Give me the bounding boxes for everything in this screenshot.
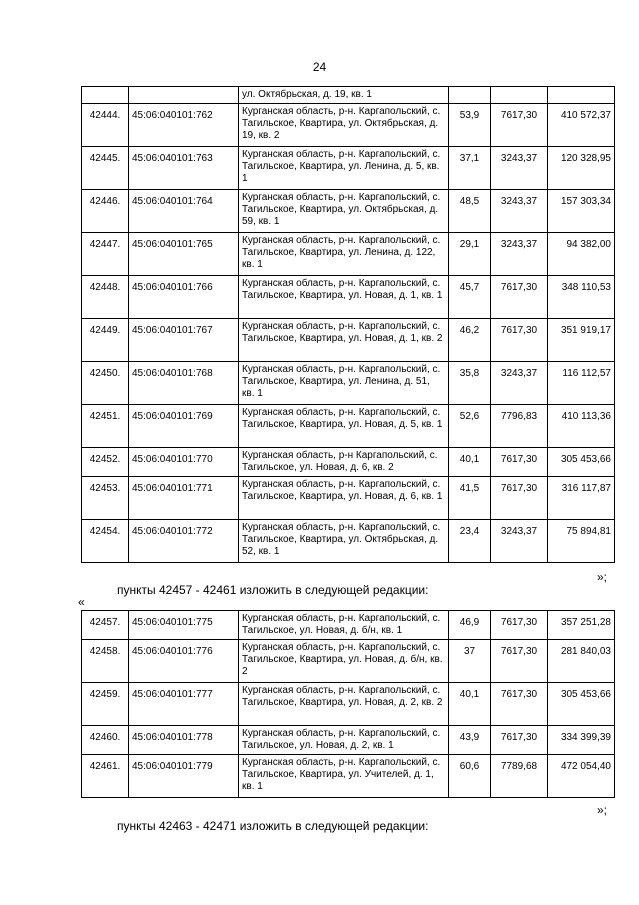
- area-cell: 45,7: [449, 276, 491, 319]
- cadastral-number-cell: 45:06:040101:762: [129, 104, 239, 147]
- area-cell: 48,5: [449, 190, 491, 233]
- address-cell: Курганская область, р-н. Каргапольский, с. Тагильское, Квартира, ул. Новая, д. 1, кв. 2: [239, 319, 449, 362]
- unit-price-cell: 7617,30: [491, 276, 548, 319]
- row-number-cell: 42450.: [82, 362, 129, 405]
- area-cell: 53,9: [449, 104, 491, 147]
- address-cell: Курганская область, р-н Каргапольский, с. Тагильское, ул. Новая, д. 6, кв. 2: [239, 448, 449, 477]
- row-number-cell: 42452.: [82, 448, 129, 477]
- cadastral-value-cell: 75 894,81: [548, 520, 615, 563]
- unit-price-cell: [491, 87, 548, 104]
- table-row: [82, 87, 615, 104]
- address-cell: Курганская область, р-н. Каргапольский, с. Тагильское, Квартира, ул. Октябрьская, д. 59, кв. 1: [239, 190, 449, 233]
- amendment-paragraph-1: пункты 42457 - 42461 изложить в следующей редакции:: [117, 583, 429, 597]
- address-cell: Курганская область, р-н. Каргапольский, с. Тагильское, Квартира, ул. Октябрьская, д. 52, кв. 1: [239, 520, 449, 563]
- address-cell: Курганская область, р-н. Каргапольский, с. Тагильское, Квартира, ул. Ленина, д. 122, кв. 1: [239, 233, 449, 276]
- cadastral-value-cell: 334 399,39: [548, 726, 615, 755]
- row-number-cell: 42461.: [82, 755, 129, 798]
- row-number-cell: 42445.: [82, 147, 129, 190]
- row-number-cell: 42444.: [82, 104, 129, 147]
- area-cell: [449, 87, 491, 104]
- table-row: [82, 640, 615, 683]
- area-cell: 37,1: [449, 147, 491, 190]
- address-cell: Курганская область, р-н. Каргапольский, с. Тагильское, Квартира, ул. Октябрьская, д. 19, кв. 2: [239, 104, 449, 147]
- table-row: [82, 319, 615, 362]
- cadastral-number-cell: 45:06:040101:776: [129, 640, 239, 683]
- cadastral-value-cell: 348 110,53: [548, 276, 615, 319]
- unit-price-cell: 7617,30: [491, 104, 548, 147]
- cadastral-value-cell: 281 840,03: [548, 640, 615, 683]
- cadastral-number-cell: [129, 87, 239, 104]
- area-cell: 52,6: [449, 405, 491, 448]
- cadastral-value-cell: 305 453,66: [548, 683, 615, 726]
- area-cell: 35,8: [449, 362, 491, 405]
- cadastral-number-cell: 45:06:040101:770: [129, 448, 239, 477]
- row-number-cell: 42447.: [82, 233, 129, 276]
- cadastral-number-cell: 45:06:040101:767: [129, 319, 239, 362]
- area-cell: 41,5: [449, 477, 491, 520]
- cadastral-number-cell: 45:06:040101:771: [129, 477, 239, 520]
- table-row: [82, 104, 615, 147]
- unit-price-cell: 7617,30: [491, 477, 548, 520]
- amendment-paragraph-2: пункты 42463 - 42471 изложить в следующей редакции:: [117, 819, 429, 833]
- address-cell: Курганская область, р-н. Каргапольский, с. Тагильское, ул. Новая, д. 2, кв. 1: [239, 726, 449, 755]
- unit-price-cell: 3243,37: [491, 190, 548, 233]
- closing-quote-1: »;: [597, 570, 608, 584]
- address-cell: ул. Октябрьская, д. 19, кв. 1: [239, 87, 449, 104]
- cadastral-number-cell: 45:06:040101:775: [129, 611, 239, 640]
- area-cell: 60,6: [449, 755, 491, 798]
- property-table-1: [81, 86, 615, 563]
- cadastral-value-cell: 410 113,36: [548, 405, 615, 448]
- row-number-cell: 42457.: [82, 611, 129, 640]
- address-cell: Курганская область, р-н. Каргапольский, с. Тагильское, Квартира, ул. Новая, д. 6, кв. 1: [239, 477, 449, 520]
- area-cell: 46,9: [449, 611, 491, 640]
- unit-price-cell: 7617,30: [491, 640, 548, 683]
- table-row: [82, 190, 615, 233]
- unit-price-cell: 7617,30: [491, 611, 548, 640]
- row-number-cell: 42454.: [82, 520, 129, 563]
- address-cell: Курганская область, р-н. Каргапольский, с. Тагильское, ул. Новая, д. б/н, кв. 1: [239, 611, 449, 640]
- cadastral-value-cell: 120 328,95: [548, 147, 615, 190]
- address-cell: Курганская область, р-н. Каргапольский, с. Тагильское, Квартира, ул. Ленина, д. 51, кв. 1: [239, 362, 449, 405]
- address-cell: Курганская область, р-н. Каргапольский, с. Тагильское, Квартира, ул. Новая, д. 2, кв. 2: [239, 683, 449, 726]
- table-row: [82, 477, 615, 520]
- cadastral-number-cell: 45:06:040101:763: [129, 147, 239, 190]
- cadastral-value-cell: 305 453,66: [548, 448, 615, 477]
- unit-price-cell: 7617,30: [491, 726, 548, 755]
- cadastral-value-cell: 157 303,34: [548, 190, 615, 233]
- cadastral-value-cell: 472 054,40: [548, 755, 615, 798]
- unit-price-cell: 7617,30: [491, 683, 548, 726]
- row-number-cell: 42446.: [82, 190, 129, 233]
- table-row: [82, 755, 615, 798]
- area-cell: 46,2: [449, 319, 491, 362]
- row-number-cell: 42449.: [82, 319, 129, 362]
- unit-price-cell: 7789,68: [491, 755, 548, 798]
- property-table-2: [81, 610, 615, 798]
- row-number-cell: 42448.: [82, 276, 129, 319]
- table-row: [82, 362, 615, 405]
- address-cell: Курганская область, р-н. Каргапольский, с. Тагильское, Квартира, ул. Новая, д. 1, кв. 1: [239, 276, 449, 319]
- unit-price-cell: 3243,37: [491, 233, 548, 276]
- row-number-cell: [82, 87, 129, 104]
- unit-price-cell: 3243,37: [491, 147, 548, 190]
- table-row: [82, 448, 615, 477]
- cadastral-number-cell: 45:06:040101:772: [129, 520, 239, 563]
- table-row: [82, 405, 615, 448]
- closing-quote-2: »;: [597, 803, 608, 817]
- table-row: [82, 233, 615, 276]
- unit-price-cell: 3243,37: [491, 362, 548, 405]
- cadastral-number-cell: 45:06:040101:764: [129, 190, 239, 233]
- table-row: [82, 276, 615, 319]
- cadastral-value-cell: 357 251,28: [548, 611, 615, 640]
- table-row: [82, 611, 615, 640]
- cadastral-number-cell: 45:06:040101:779: [129, 755, 239, 798]
- address-cell: Курганская область, р-н. Каргапольский, с. Тагильское, Квартира, ул. Ленина, д. 5, кв. 1: [239, 147, 449, 190]
- cadastral-value-cell: 116 112,57: [548, 362, 615, 405]
- table-row: [82, 683, 615, 726]
- cadastral-number-cell: 45:06:040101:768: [129, 362, 239, 405]
- unit-price-cell: 7796,83: [491, 405, 548, 448]
- address-cell: Курганская область, р-н. Каргапольский, с. Тагильское, Квартира, ул. Новая, д. 5, кв. 1: [239, 405, 449, 448]
- area-cell: 29,1: [449, 233, 491, 276]
- cadastral-number-cell: 45:06:040101:778: [129, 726, 239, 755]
- area-cell: 40,1: [449, 683, 491, 726]
- area-cell: 40,1: [449, 448, 491, 477]
- row-number-cell: 42451.: [82, 405, 129, 448]
- cadastral-value-cell: 410 572,37: [548, 104, 615, 147]
- unit-price-cell: 7617,30: [491, 319, 548, 362]
- cadastral-number-cell: 45:06:040101:766: [129, 276, 239, 319]
- address-cell: Курганская область, р-н. Каргапольский, с. Тагильское, Квартира, ул. Учителей, д. 1, кв. 1: [239, 755, 449, 798]
- row-number-cell: 42459.: [82, 683, 129, 726]
- cadastral-value-cell: [548, 87, 615, 104]
- cadastral-value-cell: 351 919,17: [548, 319, 615, 362]
- row-number-cell: 42458.: [82, 640, 129, 683]
- table-row: [82, 520, 615, 563]
- area-cell: 43,9: [449, 726, 491, 755]
- area-cell: 23,4: [449, 520, 491, 563]
- row-number-cell: 42460.: [82, 726, 129, 755]
- area-cell: 37: [449, 640, 491, 683]
- cadastral-number-cell: 45:06:040101:769: [129, 405, 239, 448]
- cadastral-number-cell: 45:06:040101:777: [129, 683, 239, 726]
- cadastral-value-cell: 94 382,00: [548, 233, 615, 276]
- address-cell: Курганская область, р-н. Каргапольский, с. Тагильское, Квартира, ул. Новая, д. б/н, кв. 2: [239, 640, 449, 683]
- unit-price-cell: 3243,37: [491, 520, 548, 563]
- row-number-cell: 42453.: [82, 477, 129, 520]
- cadastral-value-cell: 316 117,87: [548, 477, 615, 520]
- cadastral-number-cell: 45:06:040101:765: [129, 233, 239, 276]
- opening-quote: «: [78, 595, 85, 609]
- unit-price-cell: 7617,30: [491, 448, 548, 477]
- table-row: [82, 147, 615, 190]
- page-number: 24: [312, 60, 327, 74]
- table-row: [82, 726, 615, 755]
